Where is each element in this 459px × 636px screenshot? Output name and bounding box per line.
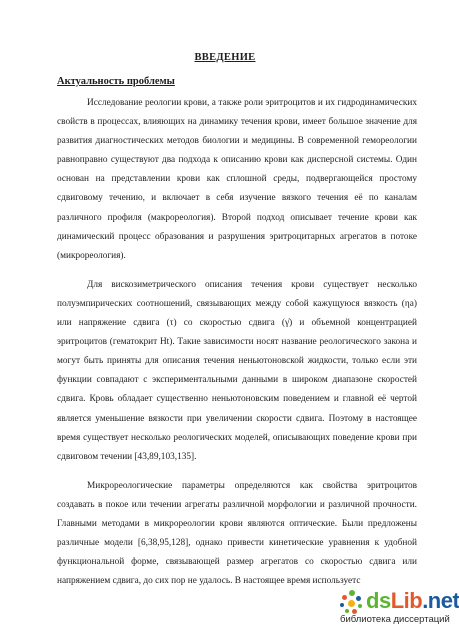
section-subheading: Актуальность проблемы bbox=[57, 76, 175, 87]
paragraph-3: Микрореологические параметры определяются как свойства эритроцитов создавать в покое или течении агрегаты различной морфологии и различной прочности. Главными методами в микрореологии крови являются оптические. Были предложены различные модели [6,38,95,128], однако привести кинетические уравнения к удобной функциональной форме, связывающей размер агрегатов со скоростью сдвига или напряжением сдвига, до сих пор не удалось. В настоящее время используетс bbox=[57, 480, 417, 587]
watermark-tagline: библиотека диссертаций bbox=[340, 614, 450, 625]
paragraph-1: Исследование реологии крови, а также роли эритроцитов и их гидродинамических свойств в процессах, влияющих на динамику течения крови, имеет большое значение для развития диагностических методов биологии и медицины. В современной гемореологии равноправно существуют два подхода к описанию крови как дисперсной системы. Один основан на представлении крови как сплошной среды, подвергающейся простому сдвиговому течению, и включает в себя изучение вязкого течения её по каналам различного профиля (макрореология). Второй подход описывает течение крови как динамический процесс образования и разрушения эритроцитарных агрегатов в потоке (микрореология). bbox=[57, 98, 417, 261]
paragraph-2: Для вискозиметрического описания течения крови существует несколько полуэмпирических соотношений, связывающих между собой кажущуюся вязкость (ηa) или напряжение сдвига (τ) со скоростью сдвига (γ̇) и объемной концентрацией эритроцитов (гематокрит Ht). Такие зависимости носят название реологического закона и могут быть приняты для описания течения неньютоновской жидкости, только если эти функции совпадают с экспериментальными данными в широком диапазоне скоростей сдвига. Кровь обладает существенно неньютоновским поведением и главной её чертой является уменьшение вязкости при увеличении скорости сдвига. Поэтому в настоящее время существует несколько реологических моделей, описывающих поведение крови при сдвиговом течении [43,89,103,135]. bbox=[57, 279, 417, 462]
dots-logo-icon bbox=[340, 590, 364, 614]
document-heading: ВВЕДЕНИЕ bbox=[194, 52, 256, 63]
document-body bbox=[57, 94, 417, 595]
watermark-brand: dsLib.net bbox=[366, 588, 459, 613]
dslib-watermark-logo bbox=[340, 588, 459, 628]
